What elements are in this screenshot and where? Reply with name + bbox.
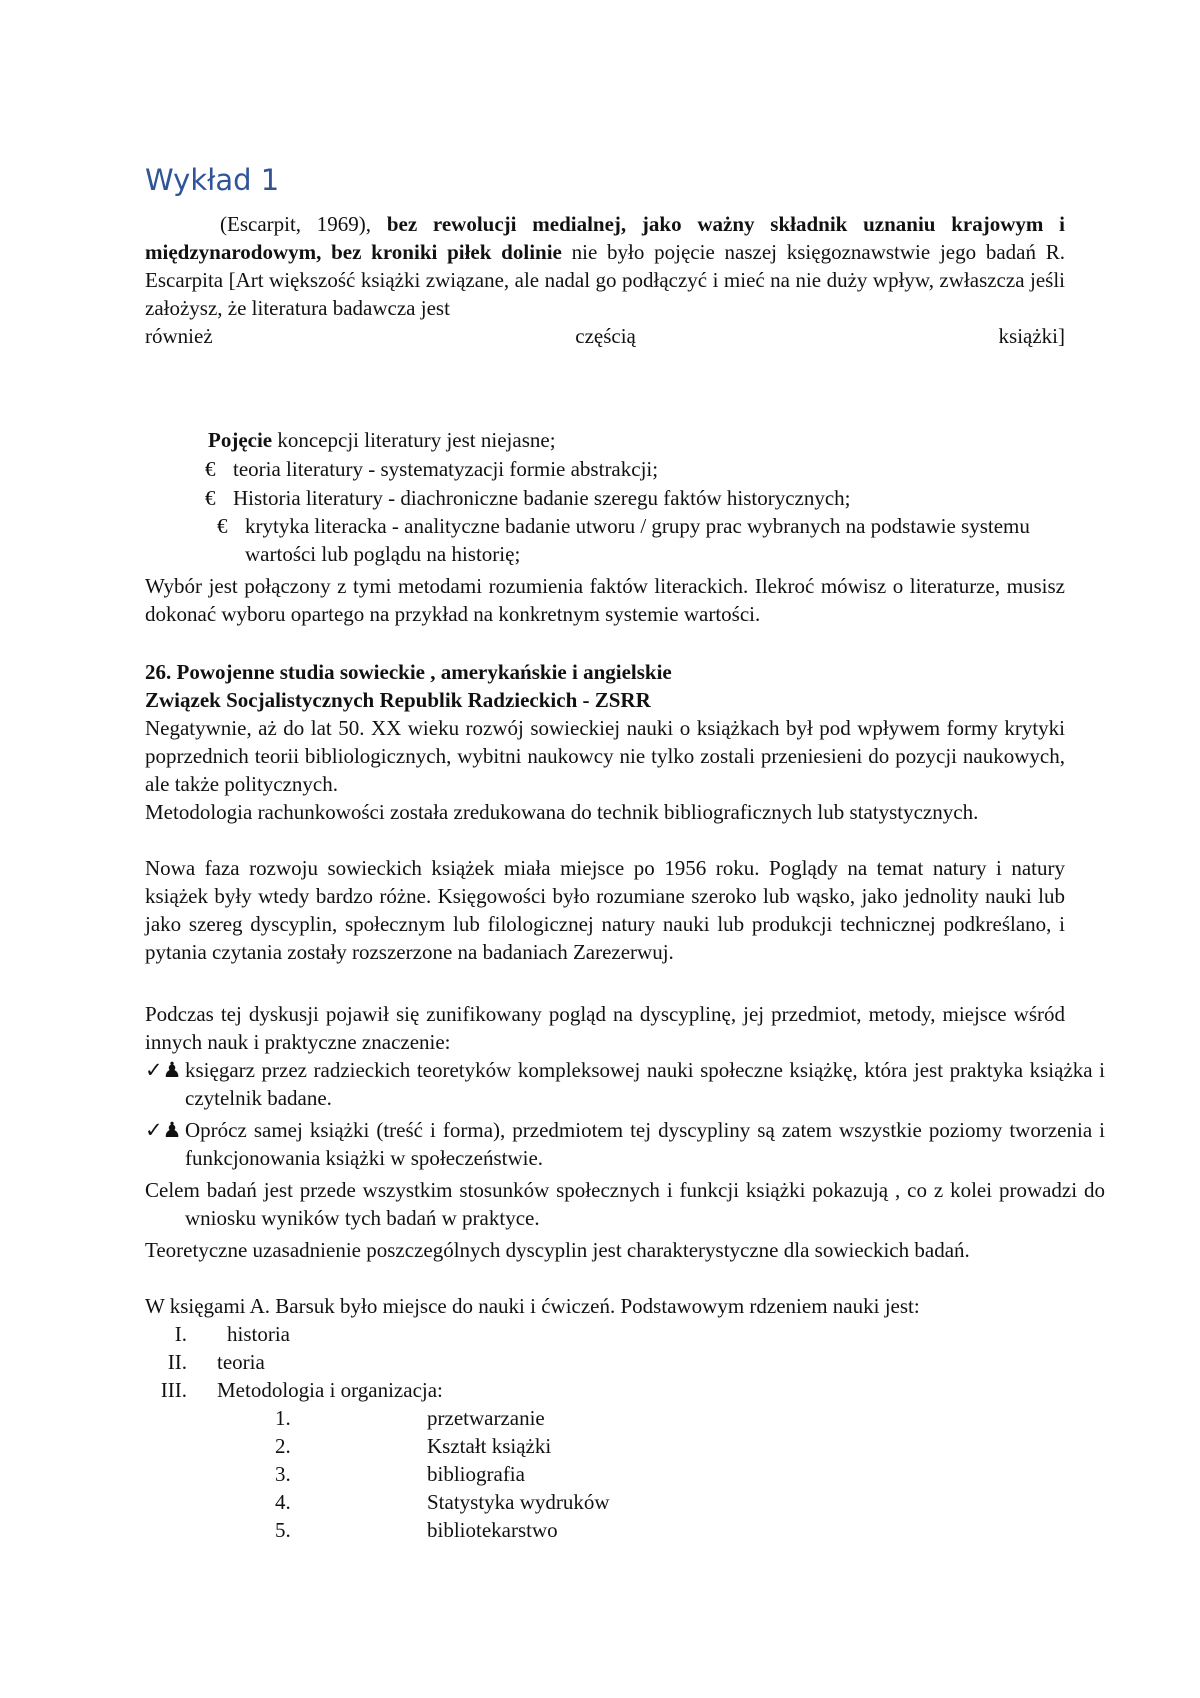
concept-bullet xyxy=(205,484,1065,512)
section-paragraph: Podczas tej dyskusji pojawił się zunifikowany pogląd na dyscyplinę, jej przedmiot, metody, miejsce wśród innych nauk i praktyczne znaczenie: xyxy=(145,1002,1065,1054)
concept-bullet xyxy=(205,455,1065,483)
section-subtitle: Związek Socjalistycznych Republik Radzieckich - ZSRR xyxy=(145,688,651,712)
concept-line xyxy=(208,426,1068,454)
list-number: 2. xyxy=(275,1434,291,1458)
intro-last-word: książki] xyxy=(998,324,1065,348)
intro-paragraph xyxy=(145,210,1065,322)
euro-bullet-icon: € xyxy=(205,457,216,481)
numbered-list-item xyxy=(275,1488,610,1516)
section-paragraph: Teoretyczne uzasadnienie poszczególnych dyscyplin jest charakterystyczne dla sowieckich badań. xyxy=(145,1238,970,1262)
concept-text: koncepcji literatury jest niejasne; xyxy=(277,428,556,452)
euro-bullet-icon: € xyxy=(205,486,216,510)
list-number: 5. xyxy=(275,1518,291,1542)
section-paragraph: Negatywnie, aż do lat 50. XX wieku rozwój sowieckiej nauki o książkach był pod wpływem formy krytyki poprzednich teorii bibliologicznych, wybitni naukowcy nie tylko zostali przeniesieni do pozycji naukowych, ale także politycznych. xyxy=(145,716,1065,796)
list-text: przetwarzanie xyxy=(427,1406,545,1430)
roman-text: Metodologia i organizacja: xyxy=(217,1378,443,1402)
intro-text: nie było pojęcie naszej księgoznawstwie jego badań R. Escarpita [Art większość książki związane, ale nadal go podłączyć i mieć na nie duży wpływ, zwłaszcza jeśli założysz, że literatura badawcza jest xyxy=(145,240,1066,320)
intro-citation: (Escarpit, 1969), xyxy=(220,212,372,236)
check-bullet-icon: ✓♟ xyxy=(145,1118,182,1142)
roman-text: historia xyxy=(227,1322,290,1346)
page-title: Wykład 1 xyxy=(145,163,280,197)
check-item-text: księgarz przez radzieckich teoretyków kompleksowej nauki społeczne książkę, która jest praktyka książka i czytelnik badane. xyxy=(185,1058,1105,1110)
list-number: 4. xyxy=(275,1490,291,1514)
list-number: 1. xyxy=(275,1406,291,1430)
concept-bullet-text: teoria literatury - systematyzacji formie abstrakcji; xyxy=(233,457,659,481)
section-paragraph: W księgami A. Barsuk było miejsce do nauki i ćwiczeń. Podstawowym rdzeniem nauki jest: xyxy=(145,1294,920,1318)
intro-bold-text: bez rewolucji medialnej, jako ważny składnik uznaniu krajowym i międzynarodowym, bez kroniki piłek dolinie xyxy=(145,212,1065,264)
roman-number: II. xyxy=(167,1350,187,1374)
section-title: 26. Powojenne studia sowieckie , amerykańskie i angielskie xyxy=(145,660,672,684)
section-paragraph: Nowa faza rozwoju sowieckich książek miała miejsce po 1956 roku. Poglądy na temat natury i natury książek były wtedy bardzo różne. Księgowości było rozumiane szeroko lub wąsko, jako jednolity nauki lub jako szereg dyscyplin, społecznym lub filologicznej natury nauki lub produkcji technicznej podkreślano, i pytania czytania zostały rozszerzone na badaniach Zarezerwuj. xyxy=(145,856,1065,964)
roman-number: III. xyxy=(160,1378,187,1402)
section-paragraph: Metodologia rachunkowości została zredukowana do technik bibliograficznych lub statystycznych. xyxy=(145,800,979,824)
check-item xyxy=(145,1056,1105,1112)
list-text: Kształt książki xyxy=(427,1434,552,1458)
concept-bullet xyxy=(205,512,1105,568)
check-bullet-icon: ✓♟ xyxy=(145,1058,182,1082)
intro-last-word: również xyxy=(145,324,213,348)
numbered-list-item xyxy=(275,1404,545,1432)
list-text: Statystyka wydruków xyxy=(427,1490,610,1514)
list-number: 3. xyxy=(275,1462,291,1486)
section-paragraph: Celem badań jest przede wszystkim stosunków społecznych i funkcji książki pokazują , co z kolei prowadzi do wniosku wyników tych badań w praktyce. xyxy=(145,1178,1105,1230)
intro-last-word: częścią xyxy=(575,324,636,348)
concept-bullet-text: krytyka literacka - analityczne badanie utworu / grupy prac wybranych na podstawie systemu wartości lub poglądu na historię; xyxy=(245,514,1030,566)
list-text: bibliografia xyxy=(427,1462,525,1486)
roman-text: teoria xyxy=(217,1350,265,1374)
check-item xyxy=(145,1116,1105,1172)
list-text: bibliotekarstwo xyxy=(427,1518,558,1542)
concept-bullet-text: Historia literatury - diachroniczne badanie szeregu faktów historycznych; xyxy=(233,486,851,510)
intro-last-line xyxy=(145,322,1065,350)
numbered-list-item xyxy=(275,1516,558,1544)
choice-paragraph: Wybór jest połączony z tymi metodami rozumienia faktów literackich. Ilekroć mówisz o literaturze, musisz dokonać wyboru opartego na przykład na konkretnym systemie wartości. xyxy=(145,574,1065,626)
concept-bold: Pojęcie xyxy=(208,428,273,452)
roman-number: I. xyxy=(174,1322,187,1346)
euro-bullet-icon: € xyxy=(217,514,228,538)
numbered-list-item xyxy=(275,1460,525,1488)
numbered-list-item xyxy=(275,1432,552,1460)
check-item-text: Oprócz samej książki (treść i forma), przedmiotem tej dyscypliny są zatem wszystkie poziomy tworzenia i funkcjonowania książki w społeczeństwie. xyxy=(185,1118,1105,1170)
